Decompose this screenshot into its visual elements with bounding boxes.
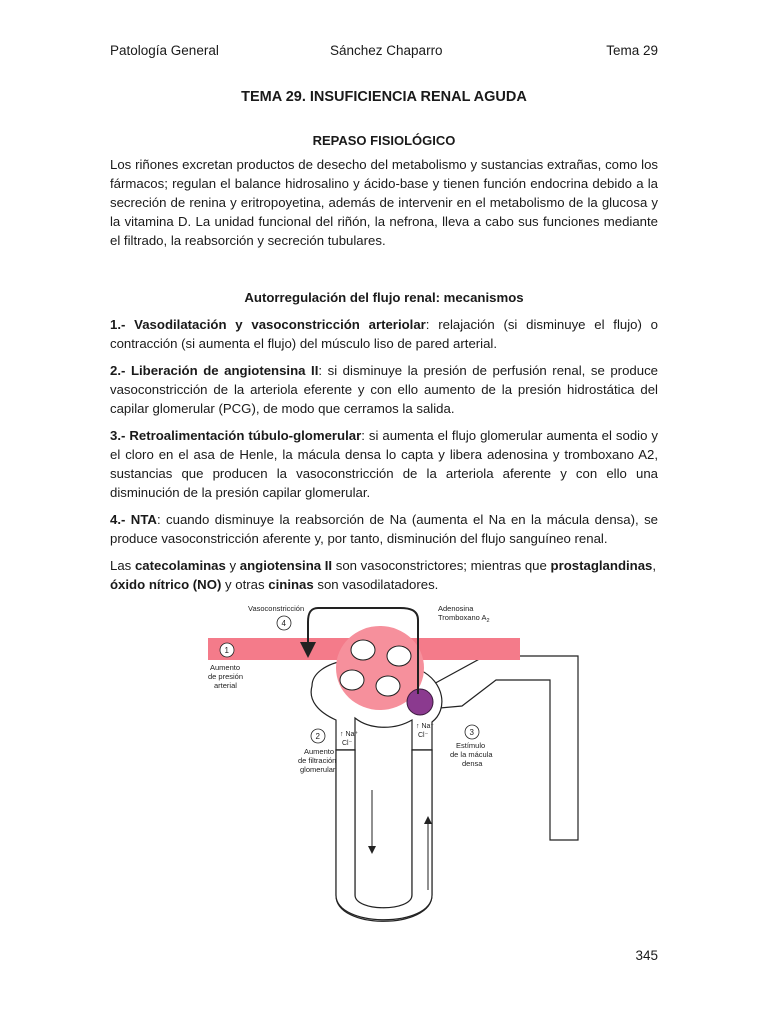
stimulus-label-line3: densa [462, 759, 483, 768]
bold-term: angiotensina II [239, 558, 333, 573]
bold-term: catecolaminas [134, 558, 226, 573]
thromboxane-label [438, 613, 490, 624]
header-author: Sánchez Chaparro [330, 43, 443, 58]
bold-term: prostaglandinas [550, 558, 653, 573]
item-label: 4.- NTA [110, 512, 157, 527]
macula-densa [407, 689, 433, 715]
item-text: : cuando disminuye la reabsorción de Na (aumenta el Na en la mácula densa), se produce vasoconstricción aferente y, por tanto, disminución del flujo sanguíneo renal. [110, 512, 658, 546]
section-heading: Autorregulación del flujo renal: mecanismos [244, 290, 524, 305]
pressure-label-line3: arterial [214, 681, 237, 690]
mechanism-item-4 [110, 510, 658, 548]
item-text: : si aumenta el flujo glomerular aumenta el sodio y el cloro en el asa de Henle, la mácula densa lo capta y libera adenosina y tromboxano A2, sustancias que producen la vasoconstricción de la arteriola aferente y con ello una disminución de la presión capilar glomerular. [110, 428, 658, 500]
pressure-label-line1: Aumento [210, 663, 241, 672]
loop-of-henle-shape [336, 750, 432, 920]
header-course: Patología General [110, 43, 219, 58]
mechanism-item-3 [110, 426, 658, 502]
vasoconstriction-label: Vasoconstricción [248, 604, 305, 613]
number-1: 1 [224, 646, 229, 655]
nephron-diagram [200, 600, 590, 930]
thromboxane-subscript: 2 [486, 618, 490, 624]
closing-paragraph [110, 556, 658, 594]
na-left-label: ↑ Na⁺ [340, 731, 359, 738]
header-topic: Tema 29 [606, 43, 658, 58]
distal-tubule [430, 656, 578, 840]
number-3: 3 [469, 728, 474, 737]
filtration-label-line1: Aumento [304, 747, 335, 756]
body-content [110, 155, 658, 602]
cl-right-label: Cl⁻ [418, 732, 429, 739]
text-run: y [225, 558, 240, 573]
pressure-label-line2: de presión [208, 672, 244, 681]
item-text: : si disminuye la presión de perfusión renal, se produce vasoconstricción de la arteriola eferente y con ello aumento de la presión hidrostática del capilar glomerular (PCG), de modo que cerramos la salida. [110, 363, 658, 416]
filtration-label-line3: glomerular [300, 765, 336, 774]
text-run: Las [110, 558, 135, 573]
stimulus-label-line2: de la mácula [450, 750, 493, 759]
page-title: TEMA 29. INSUFICIENCIA RENAL AGUDA [241, 89, 527, 105]
mechanism-item-1 [110, 315, 658, 353]
stimulus-label-line1: Estímulo [456, 741, 486, 750]
page-header [110, 43, 658, 63]
page-number: 345 [635, 948, 658, 963]
thromboxane-text: Tromboxano A [438, 613, 487, 622]
na-right-label: ↑ Na⁺ [416, 723, 435, 730]
item-label: 2.- Liberación de angiotensina II [110, 363, 319, 378]
capillary-loop [351, 640, 375, 660]
text-run: son vasodilatadores. [313, 577, 439, 592]
text-run: , [652, 558, 657, 573]
capillary-loop [387, 646, 411, 666]
number-4: 4 [281, 619, 286, 628]
number-2: 2 [315, 732, 320, 741]
text-run: son vasoconstrictores; mientras que [332, 558, 551, 573]
text-run: y otras [221, 577, 269, 592]
adenosine-label: Adenosina [438, 604, 474, 613]
cl-left-label: Cl⁻ [342, 740, 353, 747]
mechanism-item-2 [110, 361, 658, 418]
intro-paragraph: Los riñones excretan productos de desecho del metabolismo y sustancias extrañas, como los fármacos; regulan el balance hidrosalino y ácido-base y tienen función endocrina debido a la secreción de renina y eritropoyetina, además de intervenir en el metabolismo de la glucosa y la vitamina D. La unidad funcional del riñón, la nefrona, lleva a cabo sus funciones mediante el filtrado, la reabsorción y secreción tubulares. [110, 157, 658, 248]
bold-term: cininas [268, 577, 314, 592]
item-label: 1.- Vasodilatación y vasoconstricción arteriolar [110, 317, 426, 332]
item-label: 3.- Retroalimentación túbulo-glomerular [110, 428, 362, 443]
item-text: : relajación (si disminuye el flujo) o contracción (si aumenta el flujo) del músculo liso de pared arterial. [110, 317, 658, 351]
section-subtitle: REPASO FISIOLÓGICO [312, 133, 456, 148]
filtration-label-line2: de filtración [298, 756, 337, 765]
capillary-loop [376, 676, 400, 696]
bold-term: óxido nítrico (NO) [110, 577, 222, 592]
capillary-loop [340, 670, 364, 690]
